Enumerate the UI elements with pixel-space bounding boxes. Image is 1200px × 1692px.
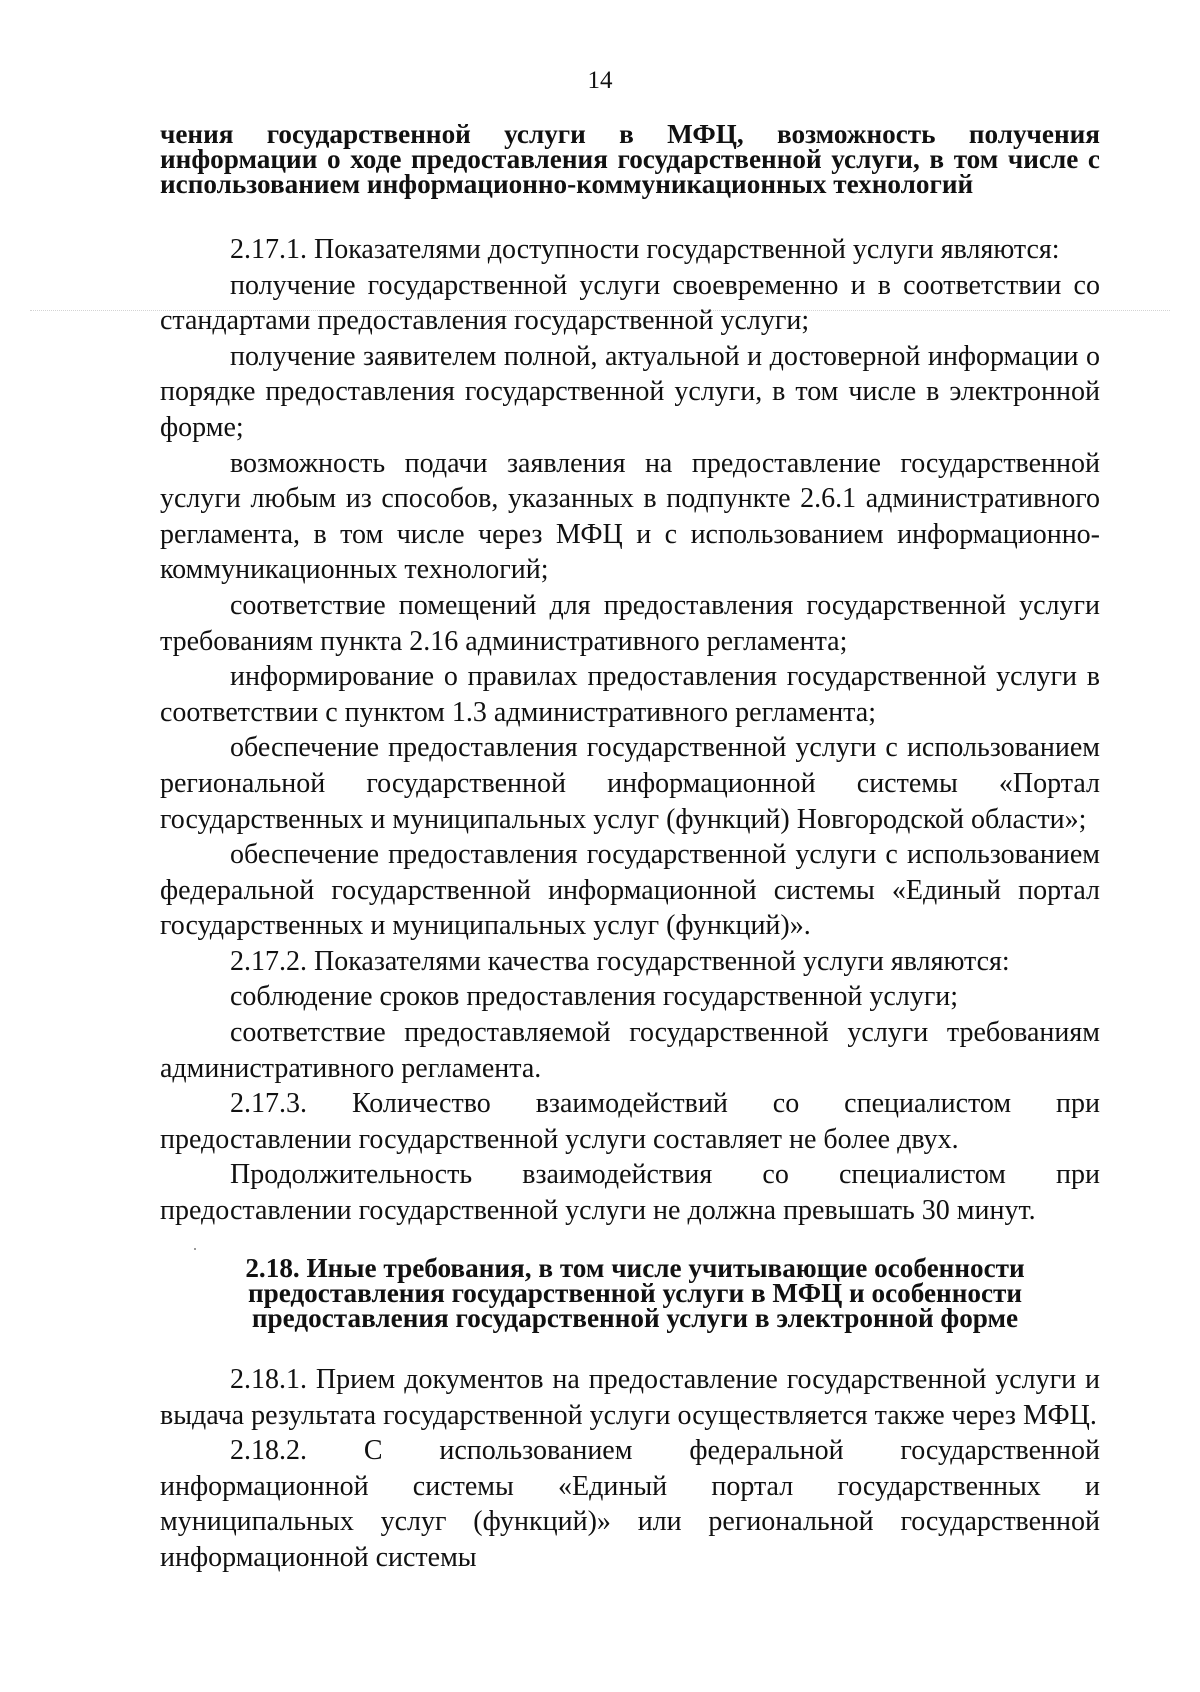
paragraph-availability-regional-portal: обеспечение предоставления государственной услуги с использованием региональной государственной информационной системы «Портал государственных и муниципальных услуг (функций) Новгородской области»; <box>160 732 1100 835</box>
paragraph-availability-premises: соответствие помещений для предоставления государственной услуги требованиям пункта 2.16 административного регламента; <box>160 589 1100 657</box>
paragraph-2-17-3: 2.17.3. Количество взаимодействий со специалистом при предоставлении государственной услуги составляет не более двух. <box>160 1088 1100 1155</box>
paragraph-2-18-2: 2.18.2. С использованием федеральной государственной информационной системы «Единый портал государственных и муниципальных услуг (функций)» или региональной государственной информационной системы <box>160 1435 1100 1573</box>
scan-artifact-dot <box>194 1248 196 1250</box>
section-heading-continuation: чения государственной услуги в МФЦ, возможность получения информации о ходе предоставления государственной услуги, в том числе с использованием информационно-коммуникационных технологий <box>160 119 1100 199</box>
section-2-17-body <box>160 232 1100 1229</box>
page-number: 14 <box>587 67 613 94</box>
paragraph-availability-informing: информирование о правилах предоставления государственной услуги в соответствии с пунктом 1.3 административного регламента; <box>160 661 1100 728</box>
paragraph-2-17-1: 2.17.1. Показателями доступности государственной услуги являются: <box>230 234 1060 265</box>
paragraph-availability-federal-portal: обеспечение предоставления государственной услуги с использованием федеральной государственной информационной системы «Единый портал государственных и муниципальных услуг (функций)». <box>160 839 1100 942</box>
paragraph-2-18-1: 2.18.1. Прием документов на предоставление государственной услуги и выдача результата государственной услуги осуществляется также через МФЦ. <box>160 1364 1100 1431</box>
paragraph-availability-information: получение заявителем полной, актуальной и достоверной информации о порядке предоставления государственной услуги, в том числе в электронной форме; <box>160 340 1100 443</box>
section-2-18-body <box>160 1362 1100 1576</box>
paragraph-availability-application: возможность подачи заявления на предоставление государственной услуги любым из способов, указанных в подпункте 2.6.1 административного регламента, в том числе через МФЦ и с использованием информационно-коммуникационных технологий; <box>160 447 1100 586</box>
section-heading-2-18: 2.18. Иные требования, в том числе учитывающие особенности предоставления государственной услуги в МФЦ и особенности предоставления государственной услуги в электронной форме <box>245 1253 1025 1333</box>
paragraph-availability-timely: получение государственной услуги своевременно и в соответствии со стандартами предоставления государственной услуги; <box>160 269 1100 337</box>
paragraph-2-17-2: 2.17.2. Показателями качества государственной услуги являются: <box>230 945 1010 977</box>
paragraph-interaction-duration: Продолжительность взаимодействия со специалистом при предоставлении государственной услуги не должна превышать 30 минут. <box>160 1159 1100 1227</box>
paragraph-quality-requirements: соответствие предоставляемой государственной услуги требованиям административного регламента. <box>160 1017 1100 1084</box>
paragraph-quality-deadlines: соблюдение сроков предоставления государственной услуги; <box>230 981 959 1013</box>
